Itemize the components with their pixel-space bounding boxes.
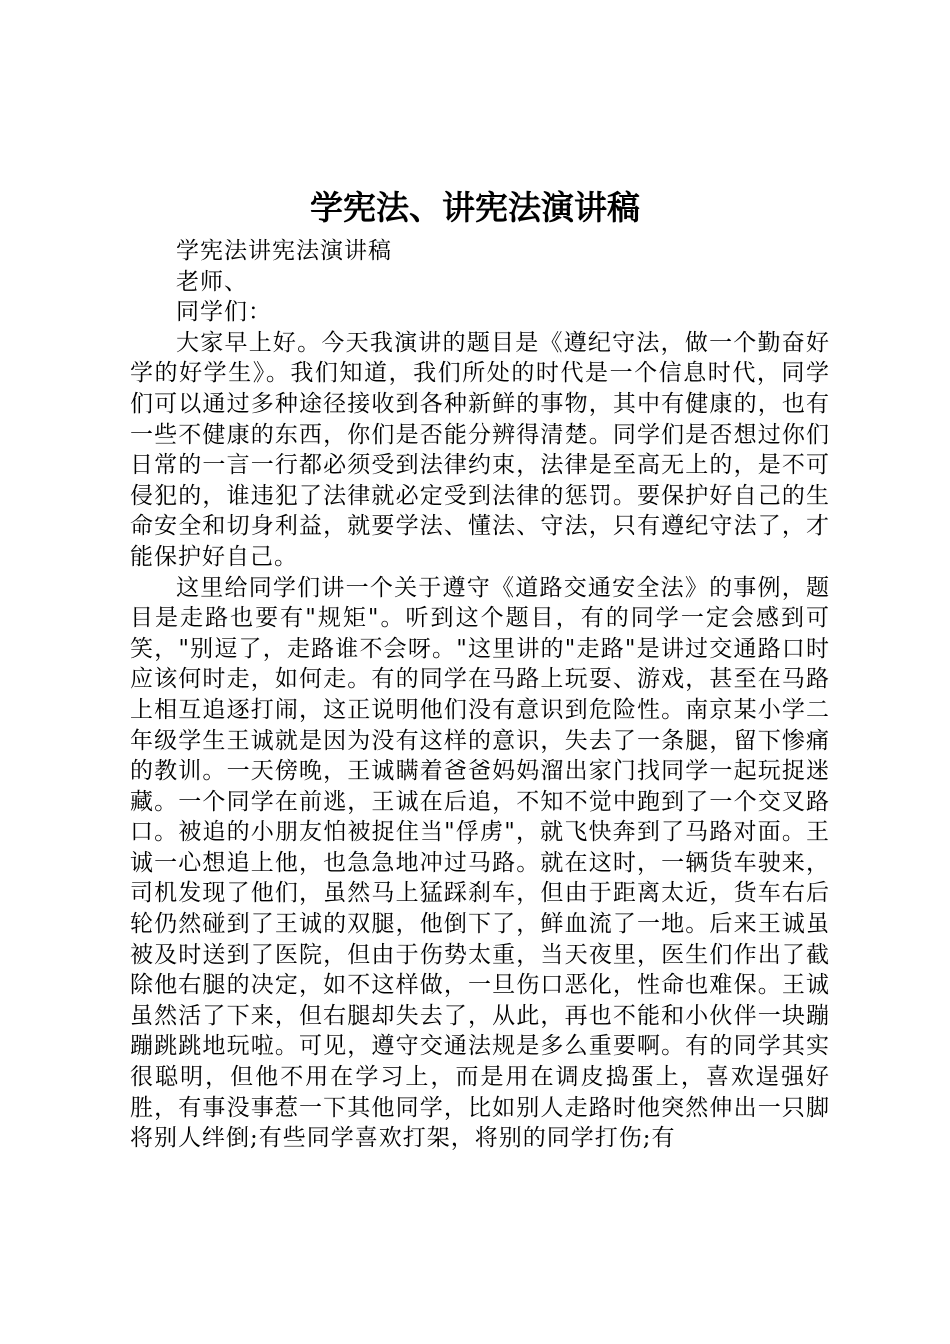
document-title: 学宪法、讲宪法演讲稿 [310, 188, 640, 227]
salutation-students: 同学们： [176, 299, 272, 326]
paragraph-story: 这里给同学们讲一个关于遵守《道路交通安全法》的事例，题目是走路也要有"规矩"。听到这个题目，有的同学一定会感到可笑，"别逗了，走路谁不会呀。"这里讲的"走路"是讲过交通路口时应该何时走，如何走。有的同学在马路上玩耍、游戏，甚至在马路上相互追逐打闹，这正说明他们没有意识到危险性。南京某小学二年级学生王诚就是因为没有这样的意识，失去了一条腿，留下惨痛的教训。一天傍晚，王诚瞒着爸爸妈妈溜出家门找同学一起玩捉迷藏。一个同学在前逃，王诚在后追，不知不觉中跑到了一个交叉路口。被追的小朋友怕被捉住当"俘虏"，就飞快奔到了马路对面。王诚一心想追上他，也急急地冲过马路。就在这时，一辆货车驶来，司机发现了他们，虽然马上猛踩刹车，但由于距离太近，货车右后轮仍然碰到了王诚的双腿，他倒下了，鲜血流了一地。后来王诚虽被及时送到了医院，但由于伤势太重，当天夜里，医生们作出了截除他右腿的决定，如不这样做，一旦伤口恶化，性命也难保。王诚虽然活了下来，但右腿却失去了，从此，再也不能和小伙伴一块蹦蹦跳跳地玩啦。可见，遵守交通法规是多么重要啊。有的同学其实很聪明，但他不用在学习上，而是用在调皮捣蛋上，喜欢逞强好胜，有事没事惹一下其他同学，比如别人走路时他突然伸出一只脚将别人绊倒;有些同学喜欢打架，将别的同学打伤;有 [130, 574, 830, 1152]
paragraph-intro: 大家早上好。今天我演讲的题目是《遵纪守法，做一个勤奋好学的好学生》。我们知道，我们所处的时代是一个信息时代，同学们可以通过多种途径接收到各种新鲜的事物，其中有健康的，也有一些不健康的东西，你们是否能分辨得清楚。同学们是否想过你们日常的一言一行都必须受到法律约束，法律是至高无上的，是不可侵犯的，谁违犯了法律就必定受到法律的惩罚。要保护好自己的生命安全和切身利益，就要学法、懂法、守法，只有遵纪守法了，才能保护好自己。 [130, 329, 830, 570]
document-body [130, 236, 830, 1154]
subtitle-line: 学宪法讲宪法演讲稿 [176, 238, 392, 264]
salutation-teachers: 老师、 [176, 268, 248, 295]
